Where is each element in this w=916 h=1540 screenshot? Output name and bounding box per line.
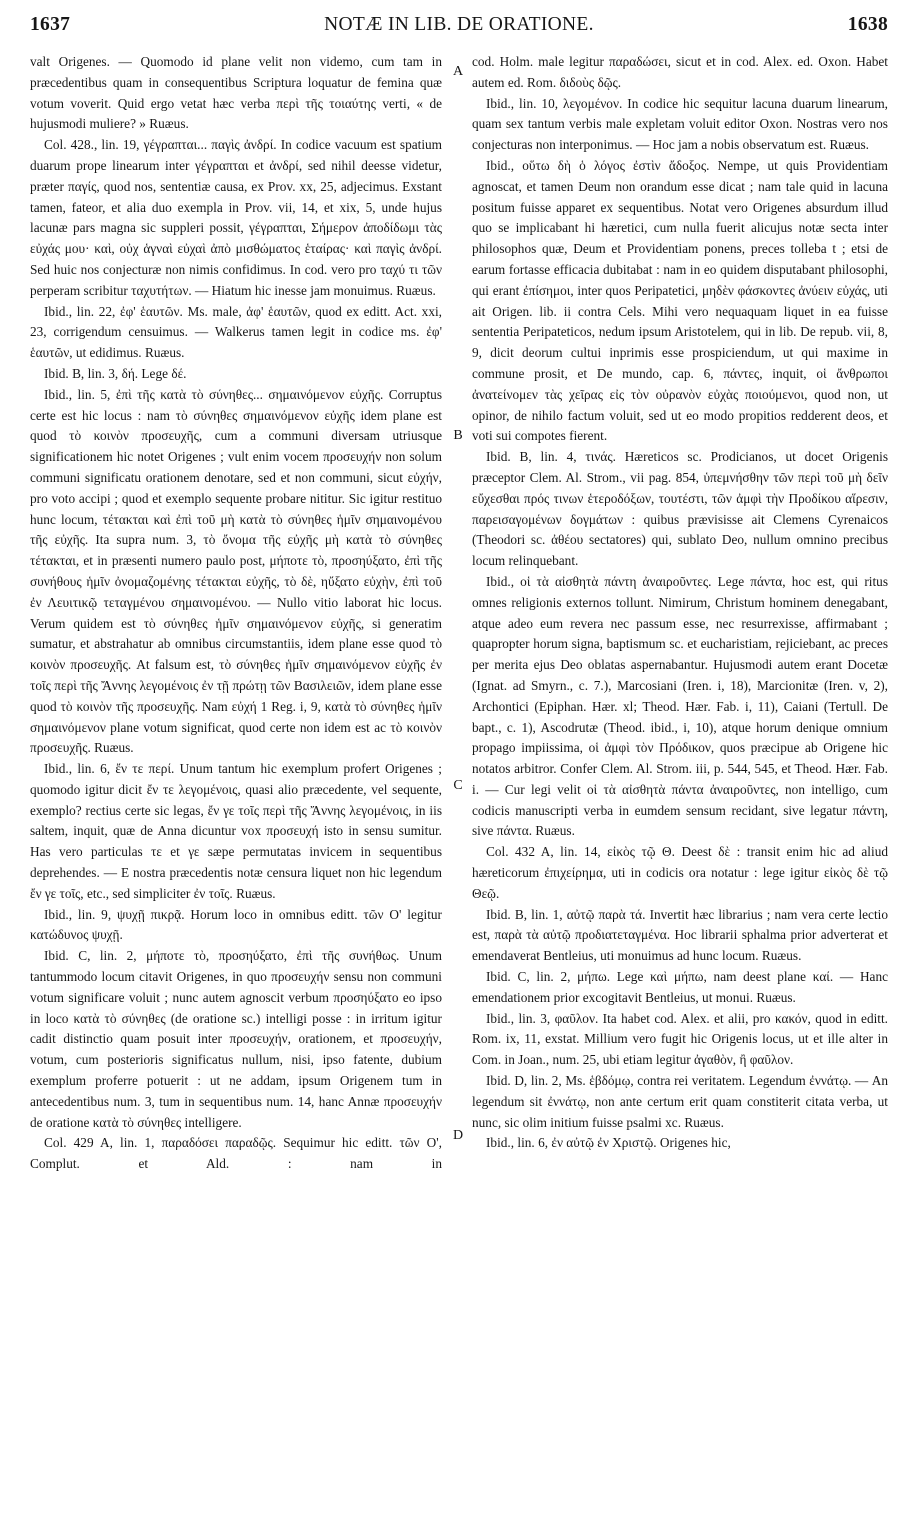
left-page-number: 1637 (30, 14, 71, 35)
note-paragraph: Ibid., lin. 6, ἔν τε περί. Unum tantum hic exemplum profert Origenes ; quomodo igitur dicit ἔν τε λεγομένοις, quasi alio præcedente, vel sequente, exemplo? rectius certe sic legas, ἔν γε τοῖς περὶ τῆς Ἄννης λεγομένοις, in iis saltem, inquit, quæ de Anna dicuntur vox προσευχή isto in sensu sumitur. Has vero particulas τε et γε sæpe permutatas invicem in sequentibus deprehendes. — E nostra præcedentis notæ censura liquet non hic legendum ἔν γε τοῖς, etc., sed simpliciter ἐν τοῖς. Ruæus. (30, 761, 442, 901)
note-paragraph: Col. 432 A, lin. 14, εἰκὸς τῷ Θ. Deest δὲ : transit enim hic ad aliud hæreticorum ἐπιχείρημα, uti in codicis ora notatur : lege igitur εἰκὸς δὲ τῷ Θεῷ. (472, 844, 888, 901)
running-title: NOTÆ IN LIB. DE ORATIONE. (324, 14, 594, 35)
note-paragraph: Ibid., lin. 6, ἐν αὐτῷ ἐν Χριστῷ. Origenes hic, (486, 1135, 731, 1151)
note-paragraph: Ibid., lin. 5, ἐπὶ τῆς κατὰ τὸ σύνηθες... σημαινόμενον εὐχῆς. Corruptus certe est hic locus : nam τὸ σύνηθες σημαινόμενον εὐχῆς idem plane est quod τὸ κοινὸν προσευχῆς, cum a communi diversam utriusque significationem hic notet Origenes ; vult enim vocem προσευχήν non solum communi significatu orationem denotare, sed et non communi, sicut εὐχήν, pro voto accipi ; quod et exemplo sequente probare nititur. Sic igitur restituo hunc locum, τέτακται καὶ ἐπὶ τοῦ μὴ κατὰ τὸ σύνηθες ἡμῖν σημαινομένου τῆς εὐχῆς. Ita supra num. 3, τὸ ὄνομα τῆς εὐχῆς μὴ κατὰ τὸ σύνηθες τέτακται, et in præsenti numero paulo post, μήποτε τὸ, προσηύξατο, ἐπὶ τῆς συνήθους ἡμῖν ὀνομαζομένης τέτακται εὐχῆς, τὸ δὲ, ηὔξατο εὐχὴν, ἐπὶ τοῦ ἐν Λευιτικῷ τεταγμένου σημαινομένου. — Nullo vitio laborat hic locus. Verum quidem est τὸ σύνηθες ἡμῖν σημαινόμενον εὐχῆς, si generatim sumatur, et abstrahatur ab omnibus circumstantiis, idem plane esse quod τὸ κοινὸν προσευχῆς. At falsum est, τὸ σύνηθες ἡμῖν σημαινόμενον εὐχῆς ἐν τοῖς περὶ τῆς Ἄννης λεγομένοις ἐν τῇ πρώτῃ τῶν Βασιλειῶν, idem plane esse quod τὸ κοινὸν τῆς προσευχῆς. Nam εὐχή 1 Reg. i, 9, κατὰ τὸ σύνηθες ἡμῖν σημαινόμενον plane votum significat, quod certe non idem est ac τὸ κοινὸν προσευχῆς. Ruæus. (30, 386, 442, 756)
note-paragraph: Ibid., οὕτω δὴ ὁ λόγος ἐστὶν ἄδοξος. Nempe, ut quis Providentiam agnoscat, et tamen Deum non orandum esse dicat ; nam tale quid in lacuna positum fuisse apparet ex sequentibus. Notat vero Origenes absurdum illud quo se implicabant hi hæretici, cum nulla fuerit alicujus notæ secta inter philosophos quæ, Deum et Providentiam ponens, preces tolleba t ; etsi de earum fortasse efficacia dubitabat : nam in eo quidem disputabant philosophi, qui erant ἐπίσημοι, inter quos Peripatetici, μηδὲν φάσκοντες ἀνύειν εὐχάς, uti ait Origen. lib. ii contra Cels. Mihi vero nequaquam liquet in ea fuisse sententia Peripateticos, nedum ipsum Aristotelem, qui in lib. De repub. vii, 8, 9, dicit deorum cultui inprimis esse prospiciendum, ut qui maxime in commune prosit, et De mundo, cap. 6, πάντες, inquit, οἱ ἄνθρωποι ἀνατείνομεν τὰς χεῖρας εἰς τὸν οὐρανὸν εὐχὰς ποιούμενοι, quod non, ut opinor, de nihilo factum voluit, sed ut eo modo propitios redderent deos, et voti sui compotes fierent. (472, 157, 888, 444)
note-paragraph: Ibid., lin. 10, λεγομένον. In codice hic sequitur lacuna duarum linearum, quam sex tantum verbis male expletam voluit editor Oxon. Nostras vero nos conjecturas non interponimus. — Hoc jam a nobis observatum est. Ruæus. (472, 95, 888, 153)
note-paragraph: Ibid. C, lin. 2, μήπω. Lege καὶ μήπω, nam deest plane καί. — Hanc emendationem prior excogitavit Bentleius, ut monui. Ruæus. (472, 969, 888, 1005)
note-paragraph: Ibid. D, lin. 2, Ms. ἑβδόμῳ, contra rei veritatem. Legendum ἐννάτῳ. — An legendum sit ἐννάτῳ, non ante certum erit quam constiterit citata verba, ut nunc, sic olim initium fuisse psalmi xc. Ruæus. (472, 1073, 888, 1130)
right-page-number: 1638 (847, 14, 888, 35)
note-paragraph: Ibid. B, lin. 1, αὐτῷ παρὰ τά. Invertit hæc librarius ; nam vera certe lectio est, παρὰ τὰ αὐτῷ προδιατεταγμένα. Hoc librarii sphalma prior adverterat et emendaverat Bentleius, uti monuimus ad hunc locum. Ruæus. (472, 906, 888, 964)
note-paragraph: valt Origenes. — Quomodo id plane velit non videmo, cum tam in præcedentibus quam in consequentibus Scriptura loquatur de femina quæ votum voverit. Quid ergo vetat hæc verba περὶ τῆς τοιαύτης verti, « de hujusmodi muliere? » Ruæus. (30, 54, 442, 132)
right-text-column (472, 52, 888, 1532)
note-paragraph: Ibid. C, lin. 2, μήποτε τὸ, προσηύξατο, ἐπὶ τῆς συνήθως. Unum tantummodo locum citavit Origenes, in quo προσευχήν sensu non communi votum significare voluit ; nunc autem agnoscit verbum προσηύξατο eo ipso in loco κατὰ τὸ σύνηθες (de oratione sc.) intelligi posse : in irritum igitur cadit distinctio quam posuit inter προσευχήν, orationem, et προσευχήν, votum, cum posterioris significatus nullum, nisi, ipso fatente, dubium exemplum proferre potuerit : ut ne addam, ipsum Origenem tum in antecedentibus num. 3, tum in sequentibus num. 14, hanc Annæ προσευχήν de oratione κατὰ τὸ σύνηθες intelligere. (30, 948, 442, 1130)
note-paragraph: Ibid., οἱ τὰ αἰσθητὰ πάντη ἀναιροῦντες. Lege πάντα, hoc est, qui ritus omnes religionis externos tollunt. Nimirum, Christum hominem denegabant, atque adeo eum revera nec passum esse, nec resurrexisse, affirmabant ; quapropter horum signa, baptismum sc. et eucharistiam, rejiciebant, ac preces per merita ejus Deo oblatas aspernabantur. Hujusmodi autem erant Docetæ (Ignat. ad Smyrn., c. 7.), Marcosiani (Iren. i, 18), Marcionitæ (Iren. v, 2), Archontici (Epiphan. Hær. xl; Theod. Hær. Fab. i, 11), Caiani (Tertull. De bapt., c. 1), Ascodrutæ (Theod. ibid., i, 10), atque horum denique omnium propago impiissima, οἱ ἀμφὶ τὸν Πρόδικον, quos præcipue ab Origene hic notatos arbitror. Confer Clem. Al. Strom. iii, p. 544, 545, et Theod. Hær. Fab. i. — Cur legi velit οἱ τὰ αἰσθητὰ πάντα ἀναιροῦντες, non intelligo, cum codicis manuscripti verba in eumdem sensum recidant, sive legatur πάντη, sive πάντα. Ruæus. (472, 573, 888, 839)
note-paragraph: cod. Holm. male legitur παραδώσει, sicut et in cod. Alex. ed. Oxon. Habet autem ed. Rom. διδοὺς δῷς. (472, 54, 888, 90)
left-text-column (30, 52, 442, 1532)
note-paragraph: Ibid., lin. 9, ψυχῇ πικρᾷ. Horum loco in omnibus editt. τῶν Ο' legitur κατώδυνος ψυχῇ. (30, 906, 442, 943)
note-paragraph: Ibid. B, lin. 3, δή. Lege δέ. (44, 365, 187, 381)
note-paragraph: Ibid., lin. 3, φαῦλον. Ita habet cod. Alex. et alii, pro κακόν, quod in editt. Rom. ix, 11, exstat. Millium vero fugit hic Origenis locus, ut et ille alter in Com. in Joan., num. 25, ubi etiam legitur ἀγαθὸν, ἢ φαῦλον. (472, 1010, 888, 1068)
note-paragraph: Ibid. B, lin. 4, τινάς. Hæreticos sc. Prodicianos, ut docet Origenis præceptor Clem. Al. Strom., vii pag. 854, ὑπεμνήσθην τῶν περὶ τοῦ μὴ δεῖν εὔχεσθαι πρός τινων ἑτεροδόξων, τουτέστι, τῶν ἀμφὶ τὴν Προδίκου αἵρεσιν, παρεισαγομένων δογμάτων : quibus prævisisse ait Clemens Cyrenaicos (Theodori sc. ἀθέου sectatores) qui, sublato Deo, nullum omnino precibus locum relinquebant. (472, 449, 888, 569)
column-marker-c: C (453, 778, 463, 793)
page-header (30, 14, 888, 44)
column-marker-b: B (453, 428, 463, 443)
column-marker-a: A (452, 64, 464, 79)
note-paragraph: Col. 429 A, lin. 1, παραδόσει παραδῷς. Sequimur hic editt. τῶν Ο', Complut. et Ald. : nam in (30, 1135, 442, 1172)
column-marker-d: D (452, 1128, 464, 1143)
note-paragraph: Col. 428., lin. 19, γέγραπται... παγὶς ἀνδρί. In codice vacuum est spatium duarum prope linearum inter γέγραπται et ἀνδρί, sed nihil deesse videtur, præter παγίς, quod nos, sententiæ causa, ex Prov. xx, 25, adjecimus. Exstant tamen, fateor, et alia duo exempla in Prov. vii, 14, et xix, 5, unde hujus lacunæ pars magna sic suppleri possit, γέγραπται, Σήμερον ἀποδίδωμι τὰς εὐχάς μου· καὶ, οὐχ ἁγναὶ εὐχαὶ ἀπὸ μισθώματος ἑταίρας· καὶ παγὶς ἀνδρί. Sed huic nos conjecturæ non nimis confidimus. In cod. vero pro ταχύ τι τῶν perperam scribitur ταχυτήτων. — Hiatum hic inesse jam monuimus. Ruæus. (30, 137, 442, 298)
note-paragraph: Ibid., lin. 22, ἐφ' ἑαυτῶν. Ms. male, ἀφ' ἑαυτῶν, quod ex editt. Act. xxi, 23, corrigendum censuimus. — Walkerus tamen legit in codice ms. ἐφ' ἑαυτῶν, ut edidimus. Ruæus. (30, 303, 442, 361)
